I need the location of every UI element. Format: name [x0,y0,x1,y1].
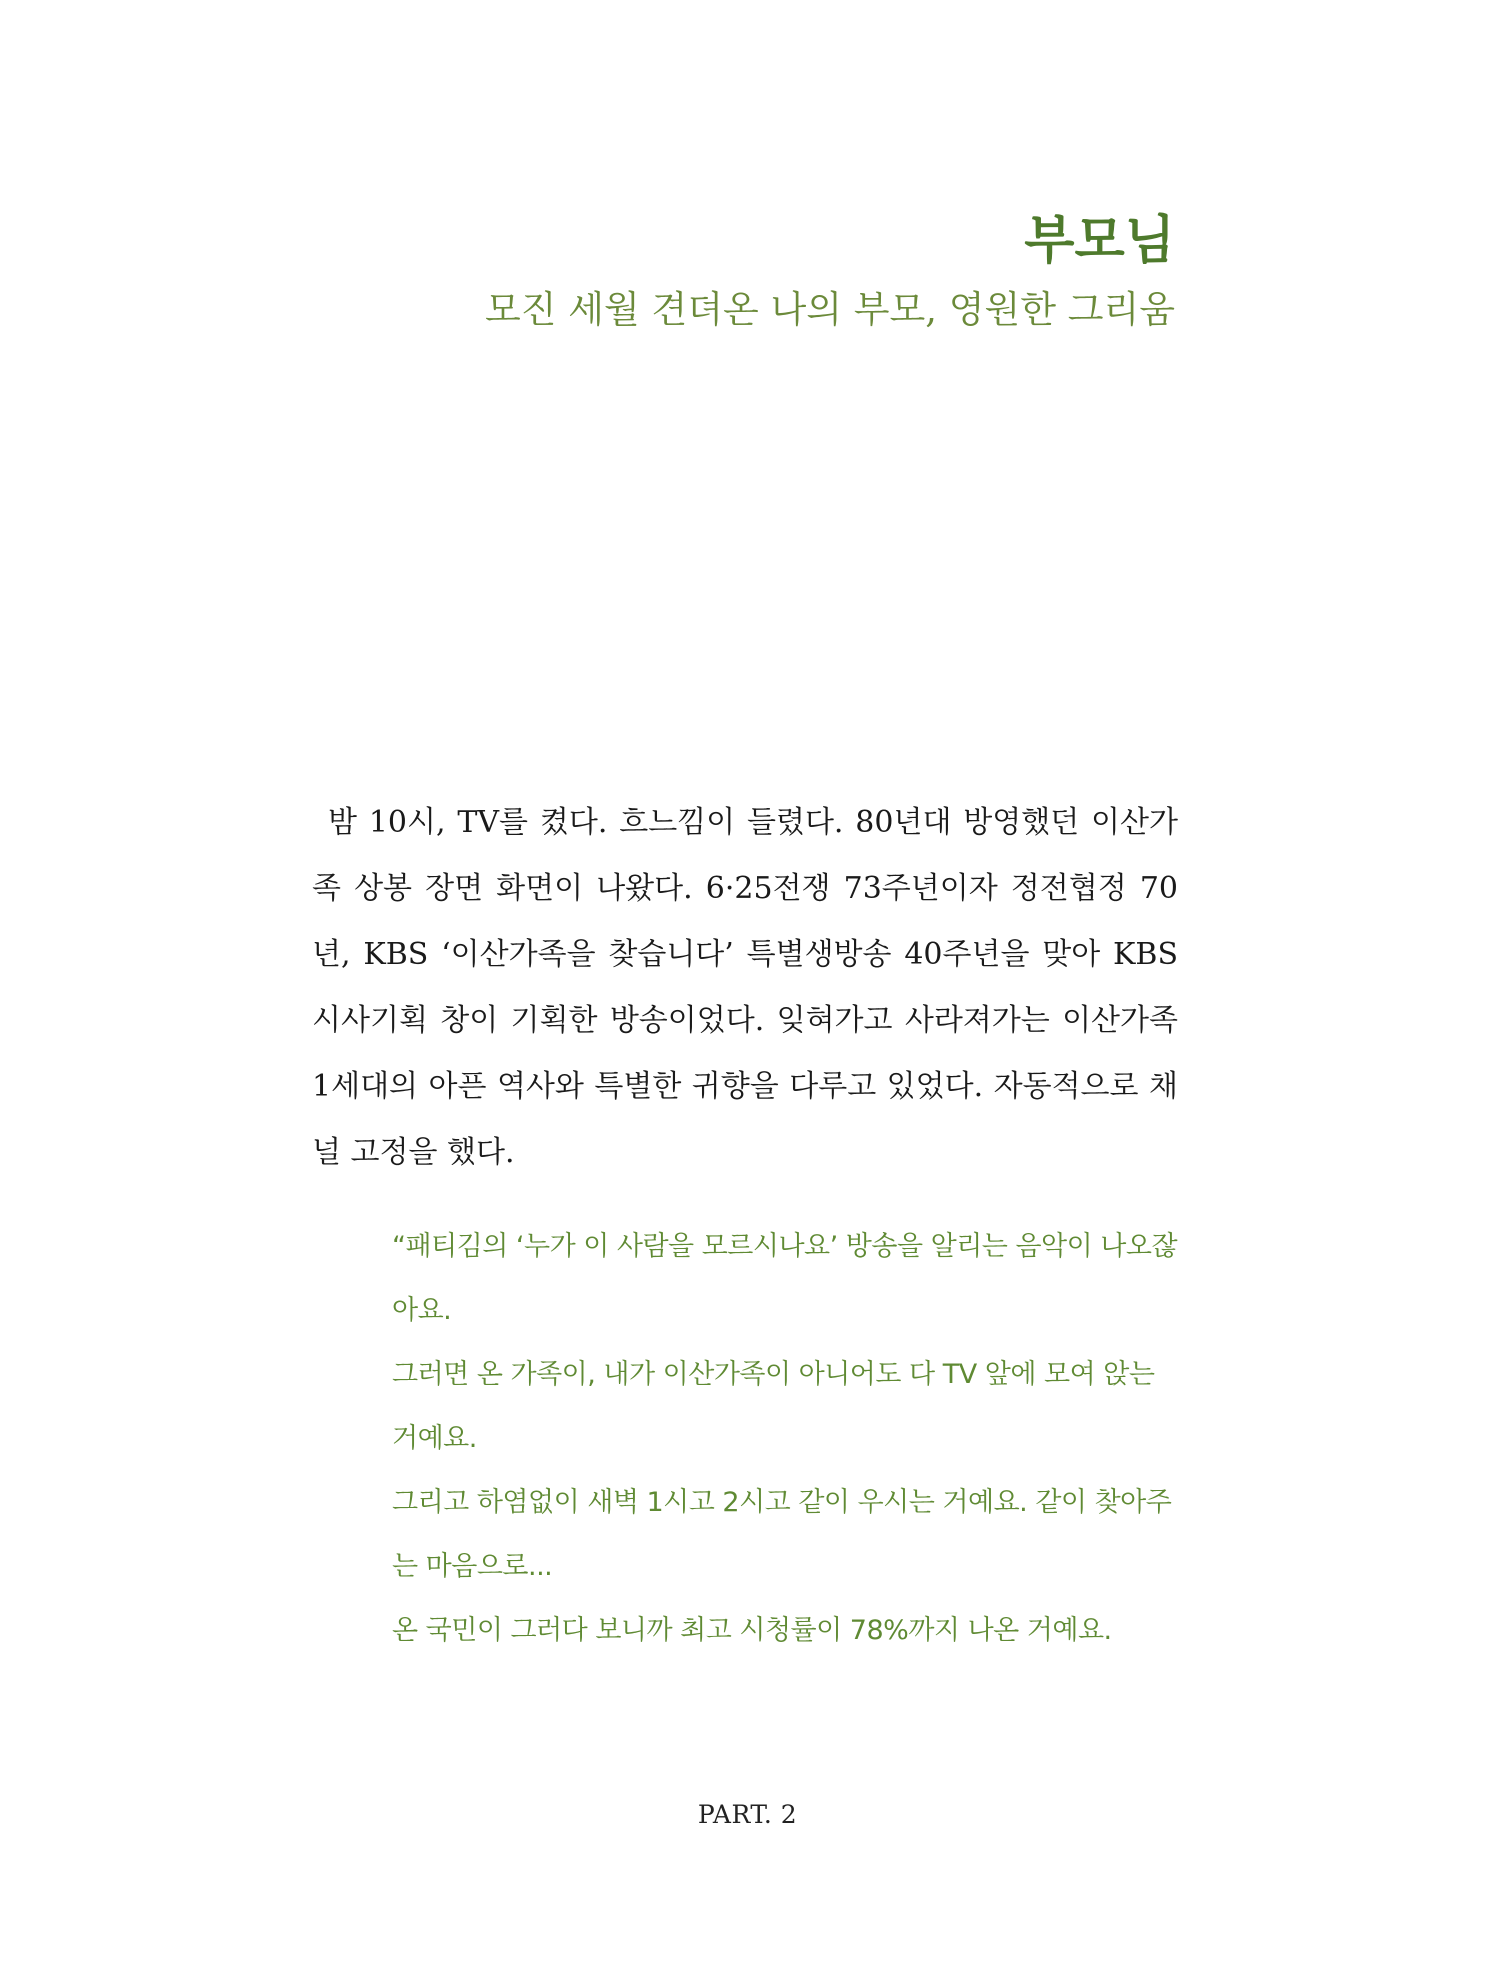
quote-line: 그러면 온 가족이, 내가 이산가족이 아니어도 다 TV 앞에 모여 앉는 거예요. [392,1359,1155,1454]
chapter-header [300,210,1175,334]
quote-line: “패티김의 ‘누가 이 사람을 모르시나요’ 방송을 알리는 음악이 나오잖아요. [392,1231,1178,1326]
quote-line: 온 국민이 그러다 보니까 최고 시청률이 78%까지 나온 거예요. [392,1615,1112,1646]
part-label: PART. 2 [697,1800,798,1829]
chapter-title: 부모님 [1024,210,1175,271]
chapter-subtitle: 모진 세월 견뎌온 나의 부모, 영원한 그리움 [485,288,1175,332]
quote-line: 그리고 하염없이 새벽 1시고 2시고 같이 우시는 거예요. 같이 찾아주는 마음으로... [392,1487,1172,1582]
interview-quote [392,1215,1178,1663]
body-paragraph: 밤 10시, TV를 켰다. 흐느낌이 들렸다. 80년대 방영했던 이산가족 상봉 장면 화면이 나왔다. 6·25전쟁 73주년이자 정전협정 70년, KBS ‘이산가족을 찾습니다’ 특별생방송 40주년을 맞아 KBS 시사기획 창이 기획한 방송이었다. 잊혀가고 사라져가는 이산가족 1세대의 아픈 역사와 특별한 귀향을 다루고 있었다. 자동적으로 채널 고정을 했다. [312,805,1178,1170]
